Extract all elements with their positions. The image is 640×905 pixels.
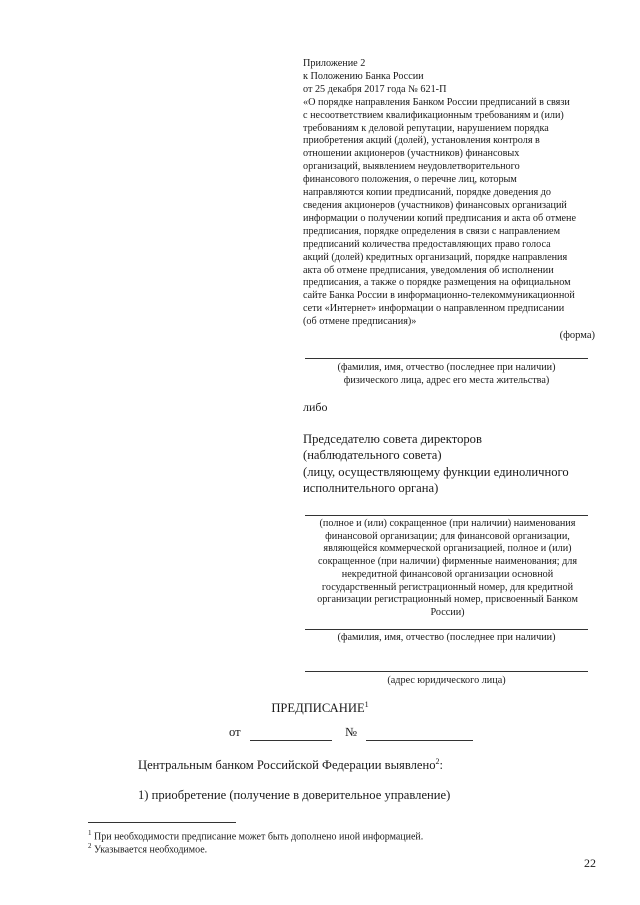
person-caption-line: (фамилия, имя, отчество (последнее при наличии) xyxy=(337,362,556,373)
from-label: от xyxy=(229,725,241,739)
appendix-line: акта об отмене предписания, уведомления об исполнении xyxy=(303,264,554,276)
fio-caption: (фамилия, имя, отчество (последнее при наличии) xyxy=(337,632,556,643)
organization-caption-line: сокращенное (при наличии) фирменные наименования; для xyxy=(317,556,578,568)
organization-caption-line: являющейся коммерческой организацией, полное и (или) xyxy=(323,543,572,555)
appendix-line: предписаний количества предоставляющих право голоса xyxy=(303,238,551,250)
appendix-line: направляются копии предписаний, порядке доведения до xyxy=(303,187,552,199)
appendix-line: к Положению Банка России xyxy=(303,70,424,82)
legal-address-line xyxy=(305,671,588,672)
footnote-mark: 1 xyxy=(88,829,92,837)
organization-caption-line: финансовой организации; для финансовой организации, xyxy=(325,530,570,542)
appendix-line: предписания, порядке определения в связи с направлением xyxy=(303,225,561,237)
appendix-line: сайте Банка России в информационно-телекоммуникационной xyxy=(303,290,575,302)
footnote-marker: 1 xyxy=(364,700,369,709)
chairman-line: Председателю совета директоров xyxy=(303,432,482,446)
appendix-line: акций (долей) кредитных организаций, порядке направления xyxy=(303,251,568,263)
appendix-line: финансового положения, о перечне лиц, которым xyxy=(303,174,517,186)
appendix-line: требованиям к деловой репутации, нарушением порядка xyxy=(303,122,549,134)
intro-text: Центральным банком Российской Федерации выявлено xyxy=(138,758,436,773)
chairman-line: исполнительного органа) xyxy=(303,481,439,496)
recipient-name-line xyxy=(305,358,588,359)
chairman-block xyxy=(303,431,569,497)
legal-address-caption: (адрес юридического лица) xyxy=(387,675,506,686)
fio-line xyxy=(305,629,588,630)
organization-name-line xyxy=(305,515,588,516)
chairman-line: (лицу, осуществляющему функции единоличного xyxy=(303,464,569,479)
organization-caption xyxy=(303,518,592,620)
appendix-line: (об отмене предписания)» xyxy=(303,316,417,328)
number-line xyxy=(366,740,473,741)
appendix-line: сведения акционеров (участников) финансовых организаций xyxy=(303,199,567,211)
footnote-1 xyxy=(88,829,423,842)
appendix-line: Приложение 2 xyxy=(303,58,366,69)
appendix-line: информации о получении копий предписания и акта об отмене xyxy=(303,212,577,224)
appendix-line: от 25 декабря 2017 года № 621-П xyxy=(303,83,447,95)
appendix-line: отношении акционеров (участников) финансовых xyxy=(303,148,520,160)
footnote-mark: 2 xyxy=(88,842,92,850)
intro-paragraph xyxy=(138,757,443,773)
appendix-line: организаций, выявлением неудовлетворительного xyxy=(303,161,520,173)
date-line xyxy=(250,740,332,741)
organization-caption-line: некредитной финансовой организации основной xyxy=(341,568,554,580)
intro-suffix: : xyxy=(439,758,444,773)
footnote-text: Указывается необходимое. xyxy=(91,844,208,856)
appendix-line: предписания, а также о порядке размещения на официальном xyxy=(303,277,571,289)
footnote-text: При необходимости предписание может быть дополнено иной информацией. xyxy=(91,831,424,843)
person-caption xyxy=(303,362,590,388)
document-title-text: ПРЕДПИСАНИЕ xyxy=(271,701,365,716)
or-word: либо xyxy=(303,400,328,414)
page-number: 22 xyxy=(584,856,596,870)
form-label: (форма) xyxy=(559,330,595,341)
appendix-line: с несоответствием квалификационным требованиям и (или) xyxy=(303,109,564,121)
organization-caption-line: (полное и (или) сокращенное (при наличии) наименования xyxy=(319,518,576,529)
footnote-marker: 2 xyxy=(435,757,440,766)
organization-caption-line: организации регистрационный номер, присвоенный Банком xyxy=(317,594,578,606)
chairman-line: (наблюдательного совета) xyxy=(303,448,442,463)
appendix-reference-block xyxy=(303,58,603,329)
list-item-1: 1) приобретение (получение в доверительное управление) xyxy=(138,788,451,802)
person-caption-line: физического лица, адрес его места жительства) xyxy=(343,374,550,386)
organization-caption-line: России) xyxy=(430,606,465,618)
footnote-separator xyxy=(88,822,236,823)
footnote-2 xyxy=(88,842,207,855)
document-title xyxy=(0,700,640,716)
appendix-line: сети «Интернет» информации о направленном предписании xyxy=(303,303,565,315)
appendix-line: приобретения акций (долей), установления контроля в xyxy=(303,135,540,147)
organization-caption-line: государственный регистрационный номер, для кредитной xyxy=(321,581,574,593)
appendix-line: «О порядке направления Банком России предписаний в связи xyxy=(303,96,570,108)
number-label: № xyxy=(345,725,358,739)
